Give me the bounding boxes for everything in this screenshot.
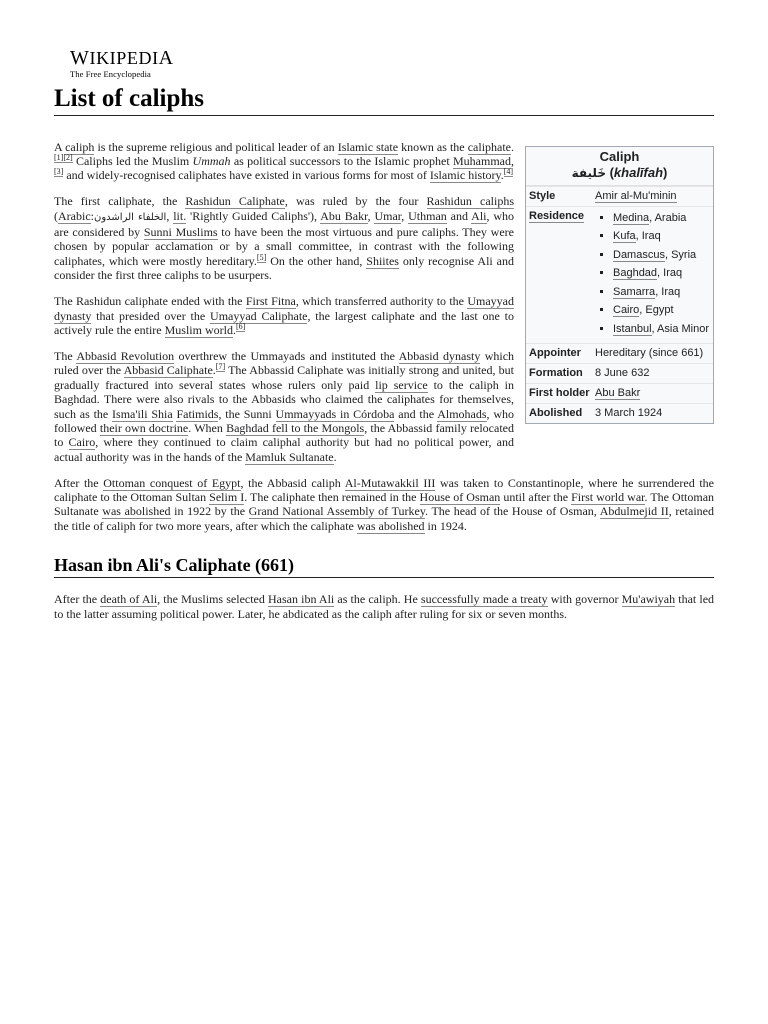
infobox-subtitle: خَليفة (khalīfah) xyxy=(571,164,668,180)
list-item[interactable]: ▪ Baghdad, Iraq xyxy=(613,266,710,281)
infobox-row-style xyxy=(526,186,713,206)
list-item[interactable]: ▪ Kufa, Iraq xyxy=(613,229,710,244)
paragraph-hasan: After the death of Ali, the Muslims selected Hasan ibn Ali as the caliph. He successfully made a treaty with governor Mu'awiyah that led to the latter assuming political power. Later, he abdicated as the caliph after ruling for six or seven months. xyxy=(54,592,715,621)
infobox-row-abolished xyxy=(526,403,713,423)
section-hasan xyxy=(54,555,714,621)
link-islamic-history[interactable]: Islamic history xyxy=(429,168,501,183)
lead-section xyxy=(54,140,714,465)
infobox-label: Appointer xyxy=(529,346,581,359)
link-was-abolished-1924[interactable]: was abolished xyxy=(356,518,425,533)
link-almohads[interactable]: Almohads xyxy=(437,406,487,421)
link-shiites[interactable]: Shiites xyxy=(366,253,399,268)
infobox xyxy=(525,146,714,424)
paragraph-intro: A caliph is the supreme religious and political leader of an Islamic state known as the caliphate.[1][2] Caliphs led the Muslim Ummah as political successors to the Islamic prophet Muhammad,[3] and widely-recognised caliphates have existed in various forms for most of Islamic history.[4] xyxy=(54,139,515,183)
link-baghdad-fell[interactable]: Baghdad fell to the Mongols xyxy=(226,420,365,435)
infobox-label: Residence xyxy=(529,209,585,222)
link-uthman[interactable]: Uthman xyxy=(408,208,447,223)
list-item[interactable]: ▪ Damascus, Syria xyxy=(613,248,710,263)
link-caliph[interactable]: caliph xyxy=(65,139,95,154)
link-fatimids[interactable]: Fatimids xyxy=(176,406,219,421)
link-mamluk-sultanate[interactable]: Mamluk Sultanate xyxy=(245,449,334,464)
link-first-fitna[interactable]: First Fitna xyxy=(245,294,296,309)
citation-3[interactable]: [3] xyxy=(54,167,64,177)
link-arabic[interactable]: Arabic xyxy=(58,208,91,223)
link-lip-service[interactable]: lip service xyxy=(375,377,428,392)
link-hasan-ibn-ali[interactable]: Hasan ibn Ali xyxy=(268,592,335,607)
link-selim-i[interactable]: Selim I xyxy=(209,490,245,505)
link-muslim-world[interactable]: Muslim world xyxy=(164,322,233,337)
link-umayyad-caliphate[interactable]: Umayyad Caliphate xyxy=(210,308,308,323)
link-al-mutawakkil[interactable]: Al-Mutawakkil III xyxy=(344,475,436,490)
infobox-label: Style xyxy=(529,189,556,202)
infobox-value: 8 June 632 xyxy=(595,366,650,379)
link-lit[interactable]: lit. xyxy=(173,208,187,223)
paragraph-abbasid: The Abbasid Revolution overthrew the Ummayads and instituted the Abbasid dynasty which ruled over the Abbasid Caliphate.[7] The Abbassid Caliphate was initially strong and united, but gradually fractured into several states whose rulers only paid lip service to the caliph in Baghdad. There were also rivals to the Abbasids who claimed the caliphates for themselves, such as the Isma'ili Shia Fatimids, the Sunni Ummayyads in Córdoba and the Almohads, who followed their own doctrine. When Baghdad fell to the Mongols, the Abbassid family relocated to Cairo, where they continued to claim caliphal authority but had no political power, and actual authority was in the hands of the Mamluk Sultanate. xyxy=(54,348,515,464)
link-abbasid-caliphate[interactable]: Abbasid Caliphate xyxy=(123,363,213,378)
infobox-caption xyxy=(526,147,713,186)
link-ummayyads-cordoba[interactable]: Ummayyads in Córdoba xyxy=(275,406,395,421)
infobox-value: Hereditary (since 661) xyxy=(595,346,704,359)
link-grand-national-assembly[interactable]: Grand National Assembly of Turkey xyxy=(248,504,426,519)
infobox-row-appointer xyxy=(526,343,713,363)
link-muawiyah[interactable]: Mu'awiyah xyxy=(621,592,676,607)
infobox-title: Caliph xyxy=(599,148,640,164)
link-rashidun-caliphate[interactable]: Rashidun Caliphate xyxy=(185,194,285,209)
link-sunni-muslims[interactable]: Sunni Muslims xyxy=(143,225,218,240)
article xyxy=(54,48,714,621)
infobox-label: First holder xyxy=(529,386,590,399)
citation-7[interactable]: [7] xyxy=(215,362,226,372)
logo-wordmark: WIKIPEDIA xyxy=(70,47,174,69)
link-rashidun-caliphs[interactable]: Rashidun caliphs xyxy=(426,194,514,209)
logo-tagline: The Free Encyclopedia xyxy=(70,69,151,79)
infobox-row-residence xyxy=(526,206,713,343)
list-item[interactable]: ▪ Istanbul, Asia Minor xyxy=(613,322,710,337)
citation-1-2[interactable]: [1][2] xyxy=(54,152,73,162)
infobox-row-first-holder xyxy=(526,383,713,403)
wikipedia-logo[interactable] xyxy=(70,48,714,79)
link-abdulmejid-ii[interactable]: Abdulmejid II xyxy=(599,504,669,519)
link-cairo[interactable]: Cairo xyxy=(68,435,96,450)
link-ottoman-conquest[interactable]: Ottoman conquest of Egypt xyxy=(103,475,241,490)
infobox-value[interactable]: Abu Bakr xyxy=(595,386,641,399)
citation-6[interactable]: [6] xyxy=(235,321,246,331)
link-abu-bakr[interactable]: Abu Bakr xyxy=(320,208,368,223)
page-title: List of caliphs xyxy=(54,85,714,116)
infobox-value[interactable]: Amir al-Mu'minin xyxy=(595,189,677,202)
link-death-of-ali[interactable]: death of Ali xyxy=(100,592,158,607)
link-muhammad[interactable]: Muhammad xyxy=(452,153,511,168)
infobox-label: Abolished xyxy=(529,406,583,419)
link-treaty[interactable]: successfully made a treaty xyxy=(420,592,548,607)
infobox-label: Formation xyxy=(529,366,583,379)
link-islamic-state[interactable]: Islamic state xyxy=(337,139,399,154)
link-umar[interactable]: Umar xyxy=(374,208,402,223)
infobox-row-formation xyxy=(526,363,713,383)
list-item[interactable]: ▪ Cairo, Egypt xyxy=(613,303,710,318)
link-house-of-osman[interactable]: House of Osman xyxy=(419,490,501,505)
list-item[interactable]: ▪ Medina, Arabia xyxy=(613,211,710,226)
lead-paragraphs xyxy=(54,140,514,465)
link-abbasid-dynasty[interactable]: Abbasid dynasty xyxy=(398,348,481,363)
list-item[interactable]: ▪ Samarra, Iraq xyxy=(613,285,710,300)
link-umayyad-dynasty[interactable]: Umayyad dynasty xyxy=(54,294,514,323)
infobox-value xyxy=(595,207,713,343)
link-first-world-war[interactable]: First world war xyxy=(571,490,645,505)
citation-4[interactable]: [4] xyxy=(503,167,514,177)
link-abbasid-revolution[interactable]: Abbasid Revolution xyxy=(76,348,175,363)
paragraph-ottoman: After the Ottoman conquest of Egypt, the Abbasid caliph Al-Mutawakkil III was taken to Constantinople, where he surrendered the caliphate to the Ottoman Sultan Selim I. The caliphate then remained in the House of Osman until after the First world war. The Ottoman Sultanate was abolished in 1922 by the Grand National Assembly of Turkey. The head of the House of Osman, Abdulmejid II, retained the title of caliph for two more years, after which the caliphate was abolished in 1924. xyxy=(54,475,715,533)
paragraph-rashidun: The first caliphate, the Rashidun Caliphate, was ruled by the four Rashidun caliphs (Arabic:الخلفاء الراشدون, lit. 'Rightly Guided Caliphs'), Abu Bakr, Umar, Uthman and Ali, who are considered by Sunni Muslims to have been the most virtuous and pure caliphs. They were chosen by popular acclamation or by a small committee, in contrast with the following caliphates, which were mostly hereditary.[5] On the other hand, Shiites only recognise Ali and consider the first three caliphs to be usurpers. xyxy=(54,194,515,283)
paragraph-umayyad: The Rashidun caliphate ended with the First Fitna, which transferred authority to the Umayyad dynasty that presided over the Umayyad Caliphate, the largest caliphate and the last one to actively rule the entire Muslim world.[6] xyxy=(54,294,515,337)
link-own-doctrine[interactable]: their own doctrine xyxy=(99,420,189,435)
section-heading: Hasan ibn Ali's Caliphate (661) xyxy=(54,555,714,578)
infobox-value: 3 March 1924 xyxy=(595,406,663,419)
residence-list xyxy=(595,211,710,338)
link-was-abolished-1922[interactable]: was abolished xyxy=(102,504,171,519)
link-ismaili-shia[interactable]: Isma'ili Shia xyxy=(112,406,173,421)
link-ali[interactable]: Ali xyxy=(471,208,487,223)
citation-5[interactable]: [5] xyxy=(256,252,267,262)
link-caliphate[interactable]: caliphate xyxy=(467,139,512,154)
